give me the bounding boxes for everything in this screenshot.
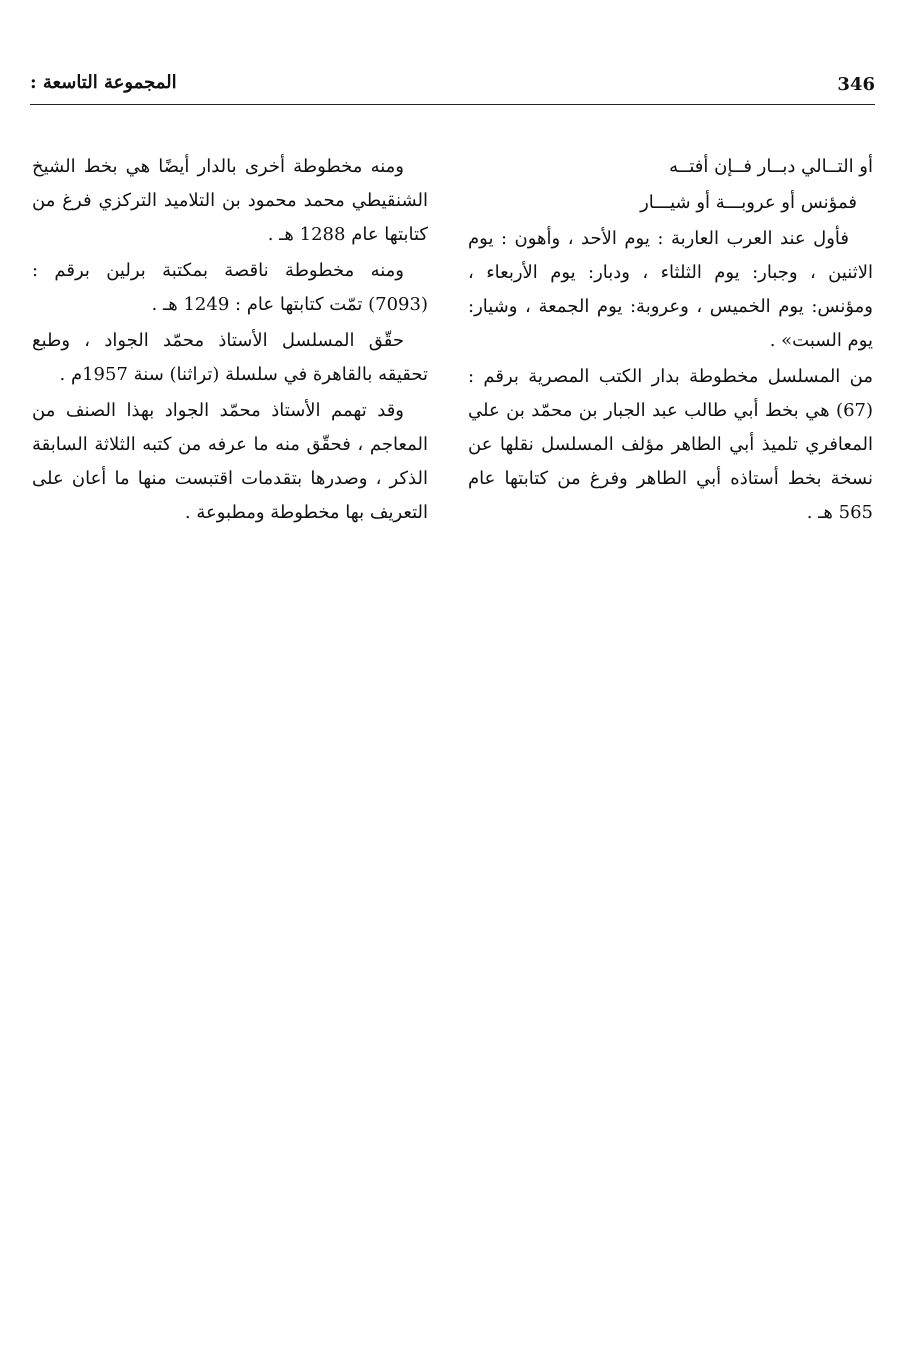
paragraph-days-names: فأول عند العرب العاربة : يوم الأحد ، وأهون : يوم الاثنين ، وجبار: يوم الثلثاء ، ودبار: يوم الأربعاء ، ومؤنس: يوم الخميس ، وعروبة: يوم الجمعة ، وشيار: يوم السبت» . [468,228,873,351]
verse-line-2: فمؤنس أو عروبـــة أو شيـــار [640,192,857,213]
paragraph-edition: حقّق المسلسل الأستاذ محمّد الجواد ، وطبع تحقيقه بالقاهرة في سلسلة (تراثنا) سنة 1957م . [32,330,428,385]
right-column [468,150,873,532]
page-number: 346 [837,74,875,95]
paragraph-berlin-manuscript: ومنه مخطوطة ناقصة بمكتبة برلين برقم : (7093) تمّت كتابتها عام : 1249 هـ . [32,260,428,315]
verse-line-1: أو التــالي دبــار فــإن أفتــه [669,156,873,177]
paragraph-cairo-manuscript: من المسلسل مخطوطة بدار الكتب المصرية برقم : (67) هي بخط أبي طالب عبد الجبار بن محمّد بن علي المعافري تلميذ أبي الطاهر مؤلف المسلسل نقلها عن نسخة بخط أستاذه أبي الطاهر وفرغ من كتابتها عام 565 هـ . [468,366,873,523]
page-header [30,68,875,105]
paragraph-editor-note: وقد تهمم الأستاذ محمّد الجواد بهذا الصنف من المعاجم ، فحقّق منه ما عرفه من كتبه الثلاثة السابقة الذكر ، وصدرها بتقدمات اقتبست منها ما أعان على التعريف بها مخطوطة ومطبوعة . [32,400,428,523]
paragraph-shinqiti-manuscript: ومنه مخطوطة أخرى بالدار أيضًا هي بخط الشيخ الشنقيطي محمد محمود بن التلاميد التركزي فرغ من كتابتها عام 1288 هـ . [32,156,428,245]
running-head: المجموعة التاسعة : [30,72,177,93]
left-column [32,150,428,532]
